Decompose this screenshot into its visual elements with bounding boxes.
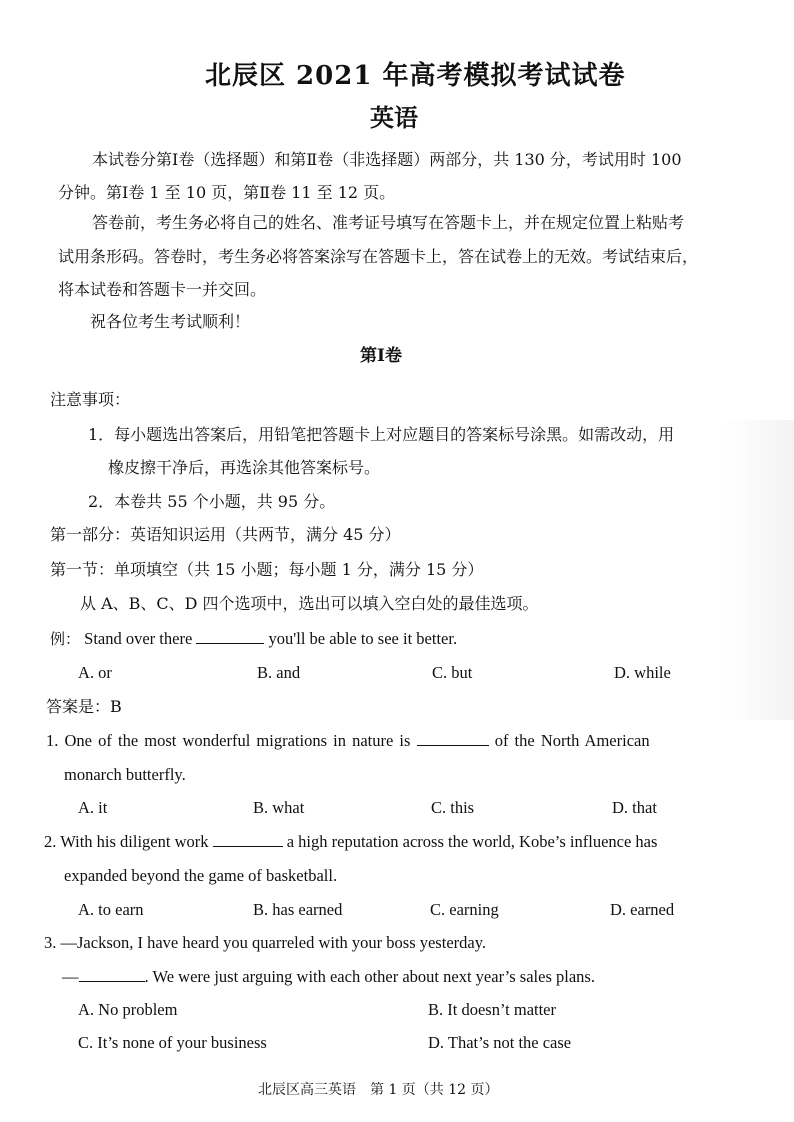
- notes-item-2: 2．本卷共 55 个小题，共 95 分。: [88, 492, 336, 511]
- scan-shading: [724, 420, 794, 720]
- question-2-line-2: expanded beyond the game of basketball.: [64, 866, 338, 885]
- question-3-line-1: 3. —Jackson, I have heard you quarreled with your boss yesterday.: [44, 933, 487, 952]
- question-3-option-d: D. That’s not the case: [428, 1033, 572, 1052]
- example-option-b: B. and: [257, 663, 301, 682]
- question-3-option-b: B. It doesn’t matter: [428, 1000, 557, 1019]
- example-stem: [50, 628, 457, 649]
- intro-line-4: 试用条形码。答卷时，考生务必将答案涂写在答题卡上，答在试卷上的无效。考试结束后，: [58, 247, 699, 266]
- example-label: 例：: [50, 630, 81, 648]
- section1-heading: 第一节：单项填空（共 15 小题；每小题 1 分，满分 15 分）: [50, 560, 484, 579]
- wish-text: 祝各位考生考试顺利！: [90, 312, 251, 331]
- question-2-blank: [213, 832, 283, 847]
- question-1-line-1: [46, 731, 650, 751]
- question-2-option-b: B. has earned: [253, 900, 343, 919]
- question-2-stem-after: a high reputation across the world, Kobe’s influence has: [286, 832, 658, 851]
- question-2-option-d: D. earned: [610, 900, 675, 919]
- question-3-stem-after: . We were just arguing with each other about next year’s sales plans.: [144, 967, 595, 986]
- question-3-option-a: A. No problem: [78, 1000, 178, 1019]
- question-2-option-a: A. to earn: [78, 900, 144, 919]
- question-1-option-a: A. it: [78, 798, 108, 817]
- question-3-line-2: [62, 967, 595, 987]
- intro-line-2: 分钟。第Ⅰ卷 1 至 10 页，第Ⅱ卷 11 至 12 页。: [58, 183, 396, 202]
- notes-item-1-line-1: 1．每小题选出答案后，用铅笔把答题卡上对应题目的答案标号涂黑。如需改动，用: [88, 425, 675, 444]
- example-option-c: C. but: [432, 663, 473, 682]
- example-stem-before: Stand over there: [84, 629, 193, 648]
- section1-instruction: 从 A、B、C、D 四个选项中，选出可以填入空白处的最佳选项。: [80, 594, 539, 613]
- intro-line-5: 将本试卷和答题卡一并交回。: [58, 280, 267, 299]
- example-stem-after: you'll be able to see it better.: [268, 629, 458, 648]
- intro-line-1: 本试卷分第Ⅰ卷（选择题）和第Ⅱ卷（非选择题）两部分，共 130 分，考试用时 100: [92, 150, 682, 169]
- page-footer: 北辰区高三英语 第 1 页（共 12 页）: [258, 1082, 499, 1098]
- question-3-option-c: C. It’s none of your business: [78, 1033, 267, 1052]
- notes-item-1-line-2: 橡皮擦干净后，再选涂其他答案标号。: [108, 458, 381, 477]
- question-1-stem-after: of the North American: [494, 731, 650, 750]
- example-blank: [196, 629, 264, 644]
- question-1-line-2: monarch butterfly.: [64, 765, 186, 784]
- question-1-option-b: B. what: [253, 798, 305, 817]
- example-answer: 答案是：B: [46, 697, 122, 716]
- notes-heading: 注意事项：: [50, 390, 131, 409]
- exam-title: 北辰区 2021 年高考模拟考试试卷: [205, 61, 626, 91]
- volume-title: 第Ⅰ卷: [360, 346, 402, 366]
- question-1-stem-before: 1. One of the most wonderful migrations in nature is: [46, 731, 411, 750]
- example-option-d: D. while: [614, 663, 671, 682]
- example-option-a: A. or: [78, 663, 112, 682]
- intro-line-3: 答卷前，考生务必将自己的姓名、准考证号填写在答题卡上，并在规定位置上粘贴考: [92, 213, 685, 232]
- question-3-blank: [79, 967, 145, 982]
- question-2-line-1: [44, 832, 657, 852]
- subject-title: 英语: [370, 103, 418, 132]
- question-3-dash: —: [62, 967, 79, 986]
- question-1-option-c: C. this: [431, 798, 475, 817]
- question-1-blank: [417, 731, 489, 746]
- question-1-option-d: D. that: [612, 798, 657, 817]
- question-2-option-c: C. earning: [430, 900, 499, 919]
- part1-heading: 第一部分：英语知识运用（共两节，满分 45 分）: [50, 525, 401, 544]
- question-2-stem-before: 2. With his diligent work: [44, 832, 209, 851]
